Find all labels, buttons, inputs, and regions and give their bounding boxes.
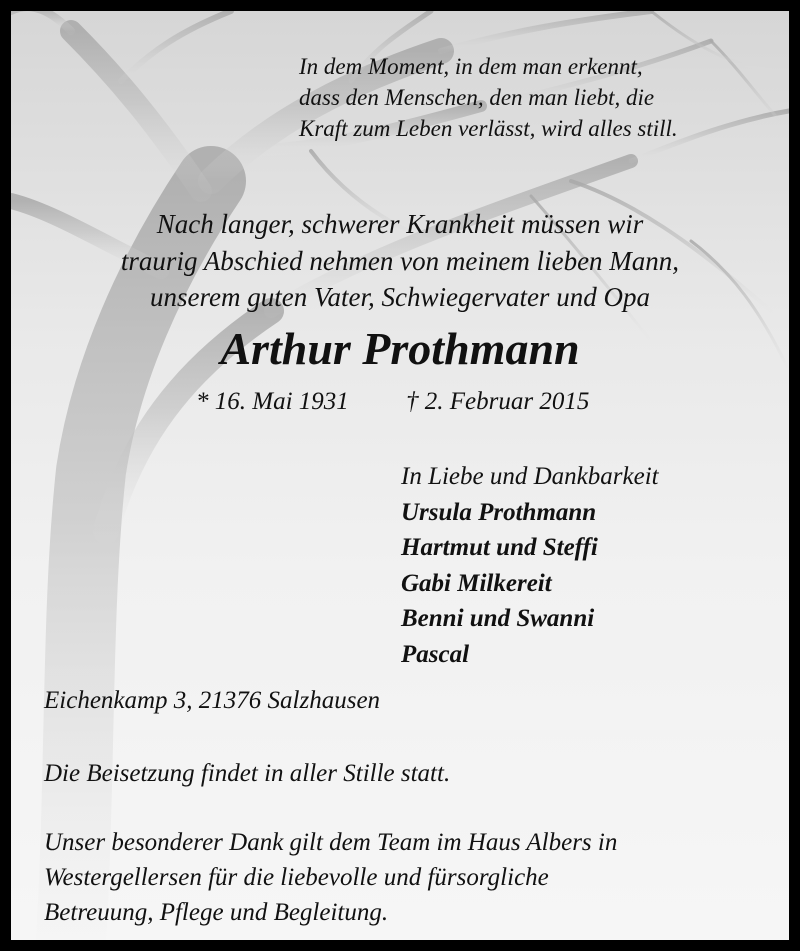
- thanks-line: Betreuung, Pflege und Begleitung.: [44, 899, 389, 926]
- opening-quote: [299, 51, 678, 144]
- announcement-line: Nach langer, schwerer Krankheit müssen wir: [156, 209, 644, 239]
- announcement-line: unserem guten Vater, Schwiegervater und Opa: [150, 282, 650, 312]
- thanks-line: Unser besonderer Dank gilt dem Team im Haus Albers in: [44, 829, 618, 856]
- death-date: † 2. Februar 2015: [406, 388, 590, 415]
- announcement-text: [11, 206, 789, 316]
- quote-line: Kraft zum Leben verlässt, wird alles still.: [299, 116, 678, 141]
- funeral-note: Die Beisetzung findet in aller Stille statt.: [44, 760, 451, 787]
- thanks-note: [44, 825, 617, 930]
- thanks-line: Westergellersen für die liebevolle und fürsorgliche: [44, 864, 549, 891]
- birth-date: * 16. Mai 1931: [196, 388, 349, 415]
- mourner-name: Hartmut und Steffi: [401, 534, 598, 561]
- mourner-name: Pascal: [401, 640, 470, 668]
- announcement-line: traurig Abschied nehmen von meinem lieben Mann,: [120, 245, 680, 276]
- mourner-name: Gabi Milkereit: [401, 569, 552, 597]
- deceased-name: Arthur Prothmann: [220, 323, 580, 374]
- mourners-intro: In Liebe und Dankbarkeit: [401, 463, 659, 490]
- family-address: Eichenkamp 3, 21376 Salzhausen: [44, 687, 381, 714]
- mourners-list: [401, 459, 659, 672]
- quote-line: In dem Moment, in dem man erkennt,: [299, 54, 643, 79]
- mourner-name: Benni und Swanni: [401, 605, 595, 632]
- mourner-name: Ursula Prothmann: [401, 498, 597, 526]
- misty-tree-background: [11, 11, 789, 940]
- quote-line: dass den Menschen, den man liebt, die: [299, 85, 655, 110]
